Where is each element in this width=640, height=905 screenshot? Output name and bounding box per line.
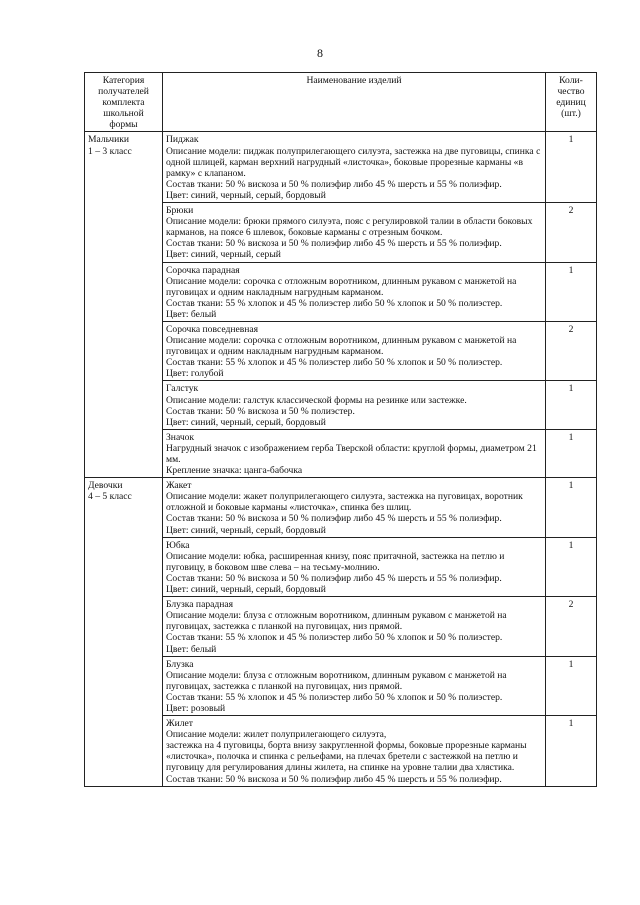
item-detail: Описание модели: сорочка с отложным воротником, длинным рукавом с манжетой на пуговицах и одним накладным нагрудным карманом.: [166, 335, 517, 358]
item-quantity: 2: [546, 597, 597, 656]
item-quantity: 1: [546, 381, 597, 429]
item-name: Юбка: [166, 539, 190, 551]
item-detail: Цвет: синий, черный, серый, бордовый: [166, 524, 326, 536]
item-detail: Цвет: белый: [166, 643, 217, 655]
item-name: Значок: [166, 431, 195, 443]
table-header-row: [85, 73, 597, 132]
item-detail: Состав ткани: 50 % вискоза и 50 % полиэфир либо 45 % шерсть и 55 % полиэфир.: [166, 178, 502, 190]
item-name: Галстук: [166, 383, 199, 395]
item-detail: Описание модели: галстук классической формы на резинке или застежке.: [166, 394, 467, 406]
item-name: Сорочка парадная: [166, 264, 240, 276]
item-quantity: 1: [546, 656, 597, 715]
item-detail: Цвет: белый: [166, 308, 217, 320]
item-quantity: 1: [546, 429, 597, 477]
item-detail: Состав ткани: 55 % хлопок и 45 % полиэстер либо 50 % хлопок и 50 % полиэстер.: [166, 691, 503, 703]
item-quantity: 1: [546, 716, 597, 787]
item-detail: Состав ткани: 50 % вискоза и 50 % полиэфир либо 45 % шерсть и 55 % полиэфир.: [166, 238, 502, 250]
item-detail: Цвет: синий, черный, серый, бордовый: [166, 189, 326, 201]
item-description-cell: [163, 321, 546, 380]
item-name: Блузка парадная: [166, 599, 234, 611]
item-name: Пиджак: [166, 134, 199, 146]
item-description-cell: [163, 656, 546, 715]
item-detail: Цвет: голубой: [166, 368, 224, 380]
item-name: Сорочка повседневная: [166, 323, 259, 335]
recipient-category: Мальчики 1 – 3 класс: [85, 132, 163, 478]
item-description-cell: [163, 537, 546, 596]
item-description-cell: [163, 716, 546, 787]
page-number: 8: [317, 46, 323, 60]
item-detail: Состав ткани: 50 % вискоза и 50 % полиэстер.: [166, 405, 355, 417]
item-detail: Состав ткани: 50 % вискоза и 50 % полиэфир либо 45 % шерсть и 55 % полиэфир.: [166, 513, 502, 525]
header-item-name: Наименование изделий: [163, 73, 546, 132]
item-detail: застежка на 4 пуговицы, борта внизу закругленной формы, боковые прорезные карманы «листочка», полочка и спинка с рельефами, на плечах бретели с застежкой на петлю и пуговицу для регулирования длины жилета, на спинке на уровне талии два хлястика.: [166, 740, 527, 774]
item-description-cell: [163, 262, 546, 321]
item-detail: Цвет: синий, черный, серый: [166, 249, 281, 261]
item-detail: Описание модели: блуза с отложным воротником, длинным рукавом с манжетой на пуговицах, застежка с планкой на пуговицах, низ прямой.: [166, 610, 507, 633]
item-quantity: 2: [546, 203, 597, 262]
item-name: Жакет: [166, 480, 192, 492]
item-detail: Состав ткани: 55 % хлопок и 45 % полиэстер либо 50 % хлопок и 50 % полиэстер.: [166, 357, 503, 369]
item-detail: Цвет: розовый: [166, 702, 226, 714]
item-detail: Описание модели: пиджак полуприлегающего силуэта, застежка на две пуговицы, спинка с одной шлицей, карман верхний нагрудный «листочка», боковые прорезные карманы «в рамку» с клапаном.: [166, 145, 541, 179]
table-row: [85, 132, 597, 203]
item-name: Жилет: [166, 718, 193, 730]
item-detail: Крепление значка: цанга-бабочка: [166, 465, 303, 477]
item-detail: Состав ткани: 55 % хлопок и 45 % полиэстер либо 50 % хлопок и 50 % полиэстер.: [166, 632, 503, 644]
header-category: Категория получателей комплекта школьной формы: [85, 73, 163, 132]
item-detail: Состав ткани: 50 % вискоза и 50 % полиэфир либо 45 % шерсть и 55 % полиэфир.: [166, 773, 502, 785]
item-detail: Описание модели: юбка, расширенная книзу, пояс притачной, застежка на петлю и пуговицу, в боковом шве слева – на тесьму-молнию.: [166, 550, 505, 573]
item-quantity: 2: [546, 321, 597, 380]
item-detail: Описание модели: жилет полуприлегающего силуэта,: [166, 729, 387, 741]
item-description-cell: [163, 132, 546, 203]
item-detail: Состав ткани: 55 % хлопок и 45 % полиэстер либо 50 % хлопок и 50 % полиэстер.: [166, 297, 503, 309]
item-description-cell: [163, 429, 546, 477]
item-name: Блузка: [166, 658, 194, 670]
item-description-cell: [163, 381, 546, 429]
item-description-cell: [163, 203, 546, 262]
item-quantity: 1: [546, 262, 597, 321]
item-detail: Описание модели: блуза с отложным воротником, длинным рукавом с манжетой на пуговицах, застежка с планкой на пуговицах, низ прямой.: [166, 669, 507, 692]
item-detail: Нагрудный значок с изображением герба Тверской области: круглой формы, диаметром 21 мм.: [166, 442, 537, 465]
item-detail: Описание модели: жакет полуприлегающего силуэта, застежка на пуговицах, воротник отложной и боковые карманы «листочка», спинка без шлиц.: [166, 491, 523, 514]
table-row: [85, 478, 597, 537]
item-quantity: 1: [546, 537, 597, 596]
item-name: Брюки: [166, 205, 194, 217]
header-quantity: Коли-чество единиц (шт.): [546, 73, 597, 132]
item-detail: Цвет: синий, черный, серый, бордовый: [166, 416, 326, 428]
item-detail: Описание модели: сорочка с отложным воротником, длинным рукавом с манжетой на пуговицах и одним накладным нагрудным карманом.: [166, 275, 517, 298]
item-detail: Цвет: синий, черный, серый, бордовый: [166, 584, 326, 596]
item-quantity: 1: [546, 132, 597, 203]
recipient-category: Девочки 4 – 5 класс: [85, 478, 163, 786]
item-quantity: 1: [546, 478, 597, 537]
item-description-cell: [163, 478, 546, 537]
school-uniform-table: [84, 72, 597, 787]
table-body: [85, 132, 597, 786]
item-description-cell: [163, 597, 546, 656]
item-detail: Описание модели: брюки прямого силуэта, пояс с регулировкой талии в области боковых карманов, на поясе 6 шлевок, боковые карманы с отрезным бочком.: [166, 216, 533, 239]
item-detail: Состав ткани: 50 % вискоза и 50 % полиэфир либо 45 % шерсть и 55 % полиэфир.: [166, 572, 502, 584]
